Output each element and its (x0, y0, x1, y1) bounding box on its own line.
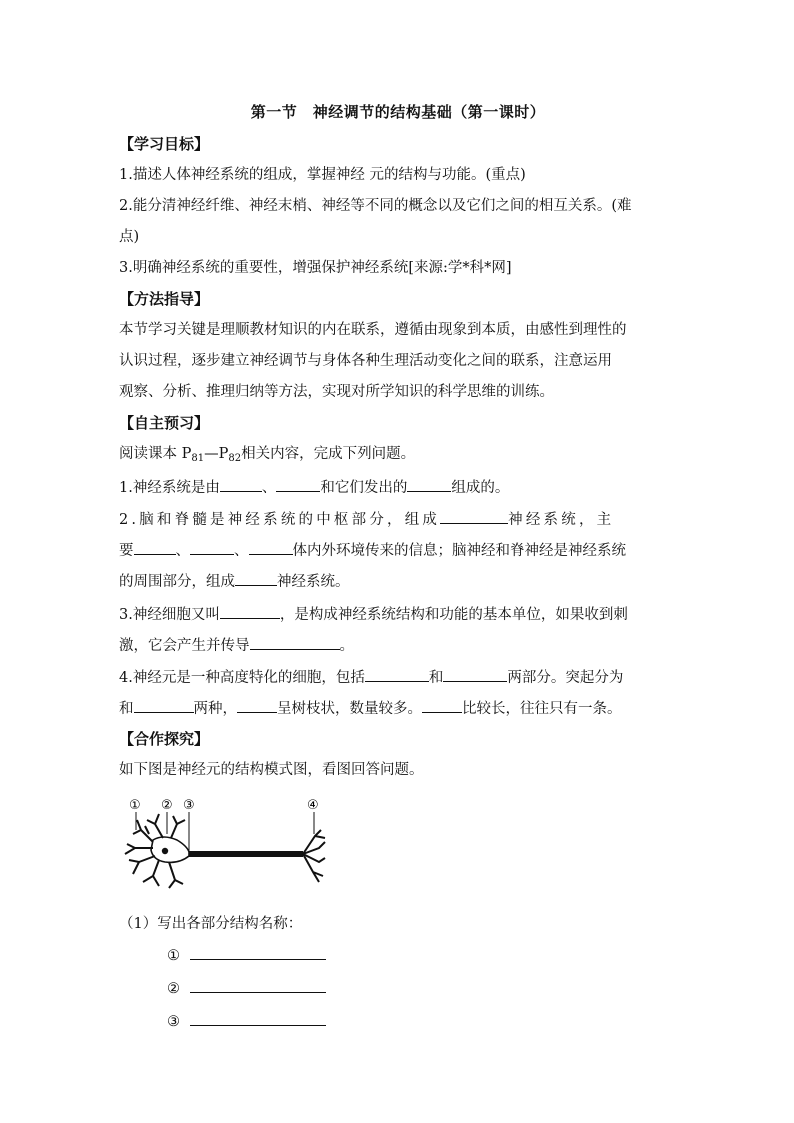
answer-blank[interactable] (250, 635, 340, 650)
explore-question-1: （1）写出各部分结构名称： (119, 916, 303, 932)
neuron-diagram (119, 790, 329, 890)
answer-blank[interactable] (190, 1011, 326, 1026)
answer-blank[interactable] (235, 571, 277, 586)
answer-blank[interactable] (249, 540, 293, 555)
preview-intro: 阅读课本 $P_{81}—P_{82}$相关内容，完成下列问题。 (119, 446, 416, 464)
method-text: 本节学习关键是理顺教材知识的内在联系，遵循由现象到本质，由感性到理性的 (119, 322, 627, 338)
answer-blank[interactable] (440, 509, 508, 524)
explore-intro: 如下图是神经元的结构模式图，看图回答问题。 (119, 762, 424, 778)
answer-blank[interactable] (220, 604, 280, 619)
goal-item: 1.描述人体神经系统的组成，掌握神经 元的结构与功能。(重点) (119, 167, 526, 183)
figure-label-4: ④ (307, 798, 319, 813)
question-3-cont: 激，它会产生并传导 。 (119, 635, 677, 656)
goal-item: 3.明确神经系统的重要性，增强保护神经系统[来源:学*科*网] (119, 260, 512, 276)
section-preview-heading: 【自主预习】 (119, 414, 210, 432)
answer-blank[interactable] (190, 540, 234, 555)
answer-blank[interactable] (134, 540, 176, 555)
answer-blank[interactable] (276, 477, 320, 492)
question-2: 2.脑和脊髓是神经系统的中枢部分，组成 神经系统，主 (119, 509, 677, 530)
section-explore-heading: 【合作探究】 (119, 730, 210, 748)
dendrites (125, 814, 185, 888)
answer-blank[interactable] (407, 477, 451, 492)
answer-blank[interactable] (422, 698, 462, 713)
section-method-heading: 【方法指导】 (119, 290, 210, 308)
goal-item: 2.能分清神经纤维、神经末梢、神经等不同的概念以及它们之间的相互关系。(难 (119, 198, 632, 214)
question-2-cont: 要 、 、 体内外环境传来的信息；脑神经和脊神经是神经系统 (119, 540, 677, 561)
question-4: 4.神经元是一种高度特化的细胞，包括 和 两部分。突起分为 (119, 667, 677, 688)
method-text: 认识过程，逐步建立神经调节与身体各种生理活动变化之间的联系，注意运用 (119, 353, 612, 369)
page-title: 第一节 神经调节的结构基础（第一课时） (250, 103, 546, 121)
axon-terminals (303, 830, 325, 882)
cell-body (151, 837, 189, 862)
question-3: 3.神经细胞又叫 ，是构成神经系统结构和功能的基本单位，如果收到刺 (119, 604, 677, 625)
answer-blank[interactable] (237, 698, 277, 713)
answer-blank[interactable] (443, 667, 507, 682)
answer-blank[interactable] (134, 698, 194, 713)
answer-row: ① (167, 945, 326, 964)
figure-label-3: ③ (183, 798, 195, 813)
question-4-cont: 和 两种， 呈树枝状，数量较多。 比较长，往往只有一条。 (119, 698, 677, 719)
answer-row: ③ (167, 1011, 326, 1030)
question-1: 1.神经系统是由 、 和它们发出的 组成的。 (119, 477, 677, 498)
answer-blank[interactable] (190, 978, 326, 993)
section-goals-heading: 【学习目标】 (119, 135, 210, 153)
answer-blank[interactable] (365, 667, 429, 682)
answer-blank[interactable] (190, 945, 326, 960)
figure-label-1: ① (129, 798, 141, 813)
figure-label-2: ② (161, 798, 173, 813)
nucleus (162, 848, 168, 854)
question-2-cont: 的周围部分，组成 神经系统。 (119, 571, 677, 592)
axon (189, 851, 303, 857)
goal-item: 点) (119, 229, 140, 245)
answer-row: ② (167, 978, 326, 997)
method-text: 观察、分析、推理归纳等方法，实现对所学知识的科学思维的训练。 (119, 384, 554, 400)
answer-blank[interactable] (220, 477, 262, 492)
